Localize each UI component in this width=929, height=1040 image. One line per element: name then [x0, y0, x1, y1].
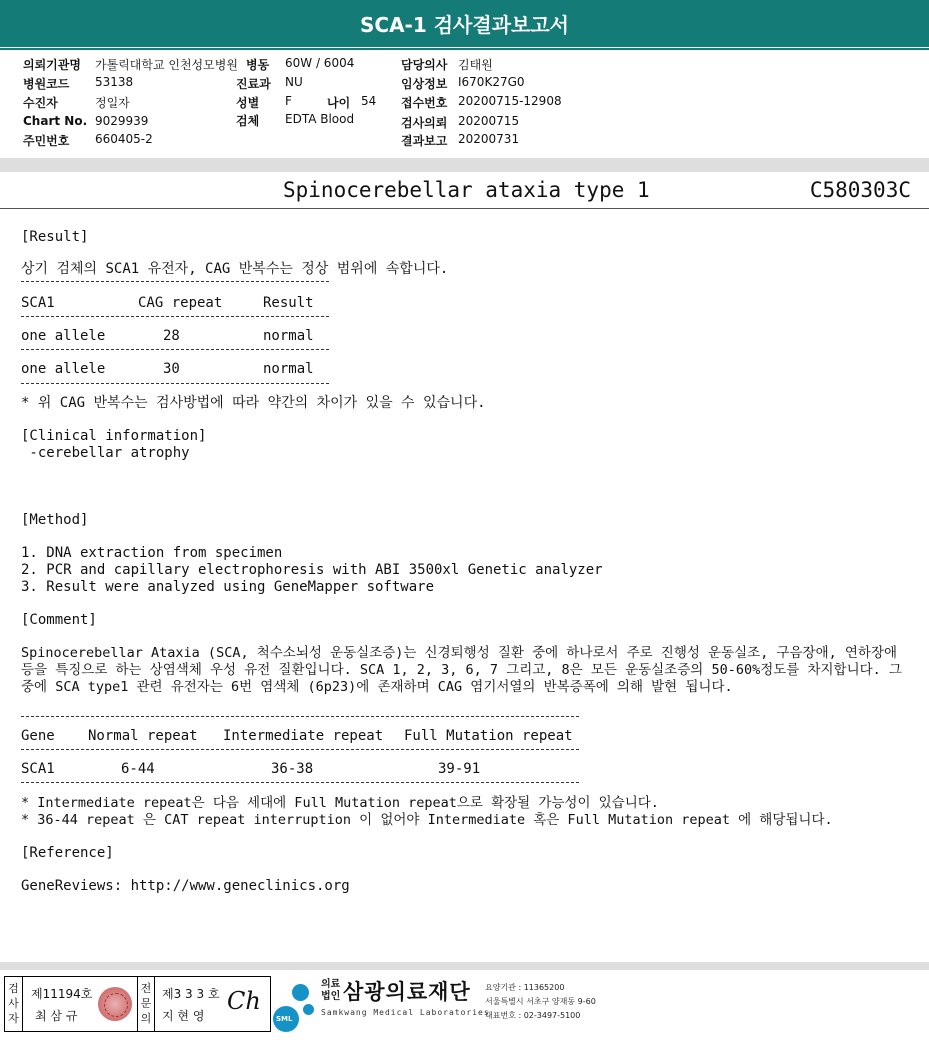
result-col-cag: CAG repeat	[138, 295, 223, 311]
result-table-divider	[21, 349, 329, 350]
request-label: 검사의뢰	[401, 116, 448, 130]
gene-row-full: 39-91	[438, 761, 481, 777]
brand-prefix-2: 법인	[321, 991, 341, 1002]
specialist-license: 제3 3 3 호	[162, 987, 220, 1001]
department-label: 진료과	[236, 77, 271, 91]
examiner-vertical-char: 자	[8, 1012, 19, 1025]
reference-text: GeneReviews: http://www.geneclinics.org	[21, 878, 350, 894]
gene-col-gene: Gene	[21, 728, 55, 744]
result-row-1-repeat: 28	[163, 328, 180, 344]
result-row-2-repeat: 30	[163, 361, 180, 377]
examiner-vertical-label	[5, 977, 23, 1031]
specialist-name: 지 현 영	[162, 1009, 205, 1023]
chart-label: Chart No.	[23, 114, 88, 128]
patient-value: 정일자	[95, 96, 130, 110]
comment-paragraph: Spinocerebellar Ataxia (SCA, 척수소뇌성 운동실조증)는 신경퇴행성 질환 중에 하나로서 주로 진행성 운동실조, 구음장애, 연하장애 등을 특징으로 하는 상염색체 우성 유전 질환입니다. SCA 1, 2, 3, 6, 7 그리고, 8은 모든 운동실조증의 50-60%정도를 차지합니다. 그중에 SCA type1 관련 유전자는 6번 염색체 (6p23)에 존재하며 CAG 염기서열의 반복증폭에 의해 발현 됩니다.	[21, 645, 902, 695]
clinical-text: -cerebellar atrophy	[21, 445, 190, 461]
receipt-value: 20200715-12908	[458, 94, 562, 108]
gene-col-normal: Normal repeat	[88, 728, 198, 744]
logo-text: SML	[276, 1015, 293, 1023]
title-rule	[0, 208, 929, 209]
department-value: NU	[285, 75, 303, 89]
examiner-seal	[98, 987, 132, 1021]
gene-col-intermediate: Intermediate repeat	[223, 728, 384, 744]
separator-band	[0, 158, 929, 172]
patient-label: 수진자	[23, 96, 58, 110]
result-row-2-allele: one allele	[21, 361, 106, 377]
result-table-divider	[21, 281, 329, 282]
brand-prefix-1: 의료	[321, 979, 341, 990]
resident-value: 660405-2	[95, 132, 153, 146]
specialist-signature: Ch	[227, 987, 261, 1015]
result-col-result: Result	[263, 295, 314, 311]
request-value: 20200715	[458, 114, 520, 128]
result-row-1-result: normal	[263, 328, 314, 344]
sex-value: F	[285, 94, 292, 108]
brand-name: 삼광의료재단	[343, 980, 471, 1004]
chart-value: 9029939	[95, 114, 149, 128]
comment-note-1: * Intermediate repeat은 다음 세대에 Full Mutation repeat으로 확장될 가능성이 있습니다.	[21, 795, 659, 811]
brand-english: Samkwang Medical Laboratories	[321, 1008, 490, 1017]
ward-label: 병동	[246, 58, 270, 72]
result-row-1-allele: one allele	[21, 328, 106, 344]
specimen-value: EDTA Blood	[285, 112, 355, 126]
specialist-vertical-label	[137, 977, 155, 1031]
institution-value: 가톨릭대학교 인천성모병원	[95, 58, 238, 72]
logo-dot-medium	[292, 984, 309, 1001]
care-institution: 요양기관 : 11365200	[485, 983, 565, 992]
result-col-gene: SCA1	[21, 295, 55, 311]
method-heading: [Method]	[21, 512, 89, 528]
clinical-info-value: I670K27G0	[458, 75, 525, 89]
result-row-2-result: normal	[263, 361, 314, 377]
result-heading: [Result]	[21, 229, 89, 245]
sex-label: 성별	[236, 96, 260, 110]
result-table-divider	[21, 316, 329, 317]
phone: 대표번호 : 02-3497-5100	[485, 1011, 581, 1020]
specialist-vertical-char: 문	[140, 997, 152, 1010]
specimen-label: 검체	[236, 114, 260, 128]
ward-value: 60W / 6004	[285, 56, 355, 70]
resident-label: 주민번호	[23, 134, 70, 148]
specialist-vertical-char: 의	[140, 1012, 152, 1025]
examiner-name: 최 삼 규	[35, 1009, 78, 1023]
footer	[0, 970, 929, 1040]
test-title: Spinocerebellar ataxia type 1	[283, 178, 650, 202]
result-note: * 위 CAG 반복수는 검사방법에 따라 약간의 차이가 있을 수 있습니다.	[21, 395, 486, 411]
report-header	[0, 0, 929, 47]
result-summary: 상기 검체의 SCA1 유전자, CAG 반복수는 정상 범위에 속합니다.	[21, 261, 449, 277]
examiner-vertical-char: 사	[8, 997, 19, 1010]
gene-table-divider	[21, 782, 579, 783]
age-label: 나이	[327, 96, 351, 110]
gene-table-divider	[21, 716, 579, 717]
gene-table-divider	[21, 749, 579, 750]
comment-note-2: * 36-44 repeat 은 CAT repeat interruption 이 없어야 Intermediate 혹은 Full Mutation repeat 에 해당됩니다.	[21, 812, 833, 828]
signature-box	[4, 976, 271, 1032]
examiner-vertical-char: 검	[8, 982, 19, 995]
receipt-label: 접수번호	[401, 96, 448, 110]
method-step-3: 3. Result were analyzed using GeneMapper software	[21, 579, 435, 595]
age-value: 54	[361, 94, 377, 108]
method-step-1: 1. DNA extraction from specimen	[21, 545, 283, 561]
gene-col-full: Full Mutation repeat	[404, 728, 573, 744]
method-step-2: 2. PCR and capillary electrophoresis with ABI 3500xl Genetic analyzer	[21, 562, 603, 578]
gene-row-intermediate: 36-38	[271, 761, 314, 777]
patient-info	[0, 50, 929, 158]
hospital-code-value: 53138	[95, 75, 134, 89]
hospital-code-label: 병원코드	[23, 77, 70, 91]
result-table-divider	[21, 383, 329, 384]
examiner-license: 제11194호	[31, 987, 93, 1001]
institution-label: 의뢰기관명	[23, 58, 81, 72]
gene-row-gene: SCA1	[21, 761, 55, 777]
footer-band	[0, 962, 929, 970]
clinical-info-label: 임상정보	[401, 77, 448, 91]
report-title: SCA-1 검사결과보고서	[360, 13, 569, 37]
report-date-value: 20200731	[458, 132, 520, 146]
address: 서울특별시 서초구 양재동 9-60	[485, 997, 596, 1006]
logo-dot-small	[303, 1004, 314, 1015]
reference-heading: [Reference]	[21, 845, 114, 861]
doctor-label: 담당의사	[401, 58, 448, 72]
gene-row-normal: 6-44	[121, 761, 155, 777]
clinical-heading: [Clinical information]	[21, 428, 207, 444]
test-title-block	[0, 172, 929, 212]
doctor-value: 김태원	[458, 58, 493, 72]
report-date-label: 결과보고	[401, 134, 448, 148]
specialist-vertical-char: 전	[140, 982, 152, 995]
comment-heading: [Comment]	[21, 612, 97, 628]
test-code: C580303C	[809, 178, 911, 202]
